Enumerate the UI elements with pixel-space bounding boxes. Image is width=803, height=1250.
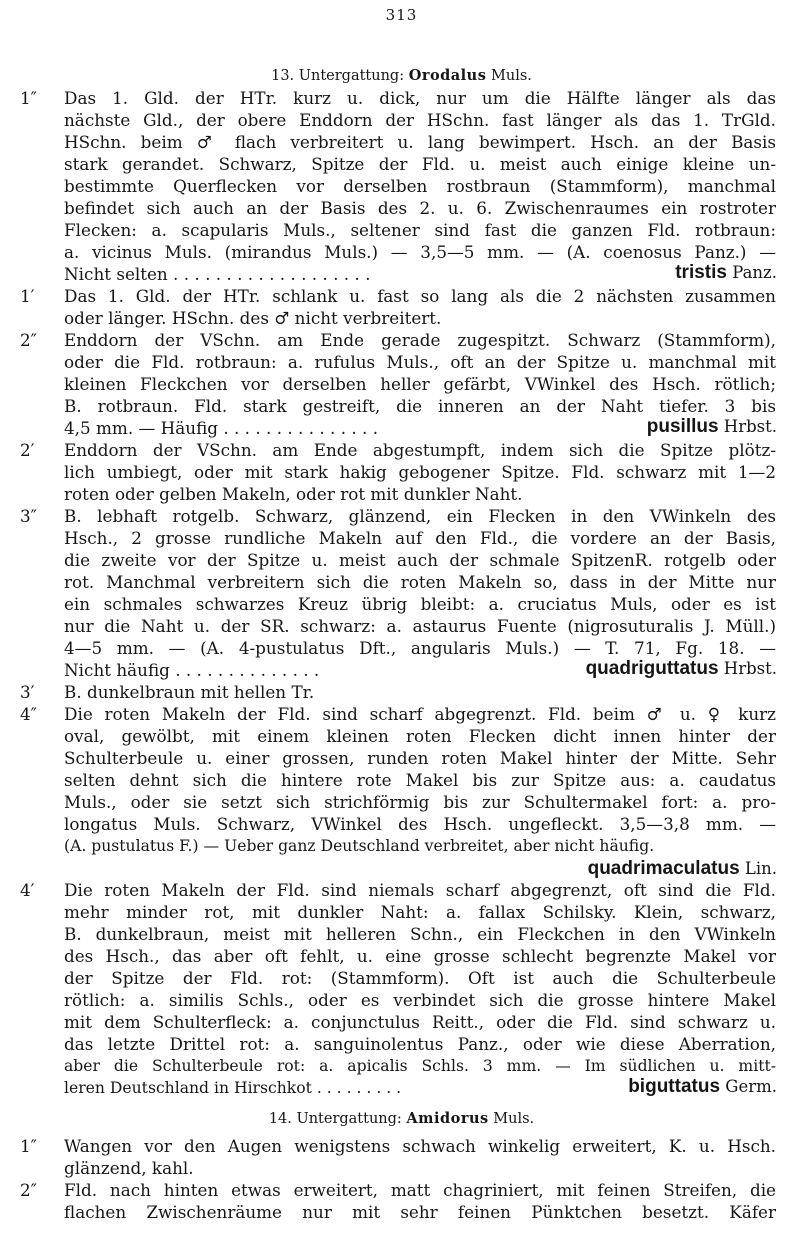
text-line: aber die Schulterbeule rot: a. apicalis Schls. 3 mm. — Im südlichen u. mitt- (64, 1057, 776, 1075)
text-line: Fld. nach hinten etwas erweitert, matt chagriniert, mit feinen Streifen, die (64, 1180, 776, 1200)
text-line: Wangen vor den Augen wenigstens schwach winkelig erweitert, K. u. Hsch. (64, 1136, 776, 1156)
text-line: mit dem Schulterfleck: a. conjunctulus Reitt., oder die Fld. sind schwarz u. (64, 1012, 776, 1032)
text-line: HSchn. beim ♂ flach verbreitert u. lang bewimpert. Hsch. an der Basis (64, 132, 776, 152)
key-number: 1″ (20, 1136, 37, 1156)
text-line: flachen Zwischenräume nur mit sehr feinen Pünktchen besetzt. Käfer (64, 1202, 776, 1222)
text-line: B. dunkelbraun, meist mit helleren Schn., ein Fleckchen in den VWinkeln (64, 924, 776, 944)
key-number: 3″ (20, 506, 37, 526)
text-line: Das 1. Gld. der HTr. kurz u. dick, nur um die Hälfte länger als das (64, 88, 776, 108)
text-line: leren Deutschland in Hirschkot . . . . . . . . . (64, 1079, 402, 1097)
species-name: pusillus (646, 416, 719, 437)
text-line: kleinen Fleckchen vor derselben heller gefärbt, VWinkel des Hsch. rötlich; (64, 374, 776, 394)
text-line: befindet sich auch an der Basis des 2. u. 6. Zwischenraumes ein rostroter (64, 198, 776, 218)
species-name: quadriguttatus (585, 658, 719, 679)
subgenus-heading-orodalus (0, 67, 803, 84)
text-line: Enddorn der VSchn. am Ende abgestumpft, indem sich die Spitze plötz- (64, 440, 776, 460)
text-line: Enddorn der VSchn. am Ende gerade zugespitzt. Schwarz (Stammform), (64, 330, 776, 350)
subgenus-name: Orodalus (408, 67, 487, 84)
subgenus-author: Muls. (488, 1111, 535, 1127)
text-line: lich umbiegt, oder mit stark hakig gebogener Spitze. Fld. schwarz mit 1—2 (64, 462, 776, 482)
text-line: (A. pustulatus F.) — Ueber ganz Deutschland verbreitet, aber nicht häufig. (64, 837, 655, 855)
text-line: Nicht häufig . . . . . . . . . . . . . . (64, 660, 320, 680)
text-line: die zweite vor der Spitze u. meist auch der schmale SpitzenR. rotgelb oder (64, 550, 776, 570)
key-number: 4″ (20, 704, 37, 724)
text-line: oder länger. HSchn. des ♂ nicht verbreitert. (64, 308, 442, 328)
species-name-line (647, 415, 777, 438)
subgenus-author: Muls. (486, 68, 532, 84)
text-line: B. lebhaft rotgelb. Schwarz, glänzend, ein Flecken in den VWinkeln des (64, 506, 776, 526)
species-author: Hrbst. (718, 417, 777, 436)
text-line: a. vicinus Muls. (mirandus Muls.) — 3,5—5 mm. — (A. coenosus Panz.) — (64, 242, 776, 262)
text-line: des Hsch., das aber oft fehlt, u. eine grosse schlecht begrenzte Makel vor (64, 946, 776, 966)
text-line: mehr minder rot, mit dunkler Naht: a. fallax Schilsky. Klein, schwarz, (64, 902, 776, 922)
text-line: oder die Fld. rotbraun: a. rufulus Muls., oft an der Spitze u. manchmal mit (64, 352, 776, 372)
text-line: 4—5 mm. — (A. 4-pustulatus Dft., angularis Muls.) — T. 71, Fg. 18. — (64, 638, 776, 658)
text-line: ein schmales schwarzes Kreuz übrig bleibt: a. cruciatus Muls, oder es ist (64, 594, 776, 614)
page-number: 313 (385, 6, 418, 24)
species-author: Hrbst. (718, 659, 777, 678)
text-line: Hsch., 2 grosse rundliche Makeln auf den Fld., die vordere an der Basis, (64, 528, 776, 548)
species-name: quadrimaculatus (587, 858, 740, 879)
text-line: roten oder gelben Makeln, oder rot mit dunkler Naht. (64, 484, 523, 504)
species-name-line (588, 857, 777, 880)
species-author: Lin. (739, 859, 777, 878)
text-line: rot. Manchmal verbreitern sich die roten Makeln so, dass in der Mitte nur (64, 572, 776, 592)
text-line: oval, gewölbt, mit einem kleinen roten Flecken dicht innen hinter der (64, 726, 776, 746)
text-line: Das 1. Gld. der HTr. schlank u. fast so lang als die 2 nächsten zusammen (64, 286, 776, 306)
text-line: Schulterbeule u. einer grossen, runden roten Makel hinter der Mitte. Sehr (64, 748, 776, 768)
text-line: das letzte Drittel rot: a. sanguinolentus Panz., oder wie diese Aberration, (64, 1034, 776, 1054)
text-line: der Spitze der Fld. rot: (Stammform). Oft ist auch die Schulterbeule (64, 968, 776, 988)
key-number: 1″ (20, 88, 37, 108)
subgenus-heading-amidorus (0, 1110, 803, 1127)
key-number: 4′ (20, 880, 35, 900)
species-name-line (628, 1075, 777, 1098)
species-name: biguttatus (628, 1076, 721, 1097)
text-line: stark gerandet. Schwarz, Spitze der Fld. u. meist auch einige kleine un- (64, 154, 776, 174)
text-line: Die roten Makeln der Fld. sind niemals scharf abgegrenzt, oft sind die Fld. (64, 880, 776, 900)
text-line: bestimmte Querflecken vor derselben rostbraun (Stammform), manchmal (64, 176, 776, 196)
text-line: B. dunkelbraun mit hellen Tr. (64, 682, 315, 702)
species-name: tristis (675, 262, 727, 283)
text-line: rötlich: a. similis Schls., oder es verbindet sich die grosse hintere Makel (64, 990, 776, 1010)
key-number: 2″ (20, 330, 37, 350)
text-line: Muls., oder sie setzt sich strichförmig bis zur Schultermakel fort: a. pro- (64, 792, 776, 812)
key-number: 1′ (20, 286, 35, 306)
subgenus-name: Amidorus (406, 1110, 489, 1127)
text-line: selten dehnt sich die hintere rote Makel bis zur Spitze aus: a. caudatus (64, 770, 776, 790)
species-author: Panz. (726, 263, 777, 282)
text-line: Die roten Makeln der Fld. sind scharf abgegrenzt. Fld. beim ♂ u. ♀ kurz (64, 704, 776, 724)
key-number: 3′ (20, 682, 35, 702)
text-line: nächste Gld., der obere Enddorn der HSchn. fast länger als das 1. TrGld. (64, 110, 776, 130)
key-number: 2″ (20, 1180, 37, 1200)
subgenus-label: 13. Untergattung: (271, 68, 409, 84)
text-line: glänzend, kahl. (64, 1158, 194, 1178)
text-line: nur die Naht u. der SR. schwarz: a. astaurus Fuente (nigrosuturalis J. Müll.) (64, 616, 776, 636)
text-line: Flecken: a. scapularis Muls., seltener sind fast die ganzen Fld. rotbraun: (64, 220, 776, 240)
species-author: Germ. (720, 1077, 777, 1096)
text-line: B. rotbraun. Fld. stark gestreift, die inneren an der Naht tiefer. 3 bis (64, 396, 776, 416)
subgenus-label: 14. Untergattung: (268, 1111, 407, 1127)
text-line: Nicht selten . . . . . . . . . . . . . . . . . . . (64, 264, 371, 284)
species-name-line (675, 261, 777, 284)
key-number: 2′ (20, 440, 35, 460)
text-line: 4,5 mm. — Häufig . . . . . . . . . . . . . . . (64, 418, 379, 438)
text-line: longatus Muls. Schwarz, VWinkel des Hsch. ungefleckt. 3,5—3,8 mm. — (64, 814, 776, 834)
species-name-line (586, 657, 777, 680)
